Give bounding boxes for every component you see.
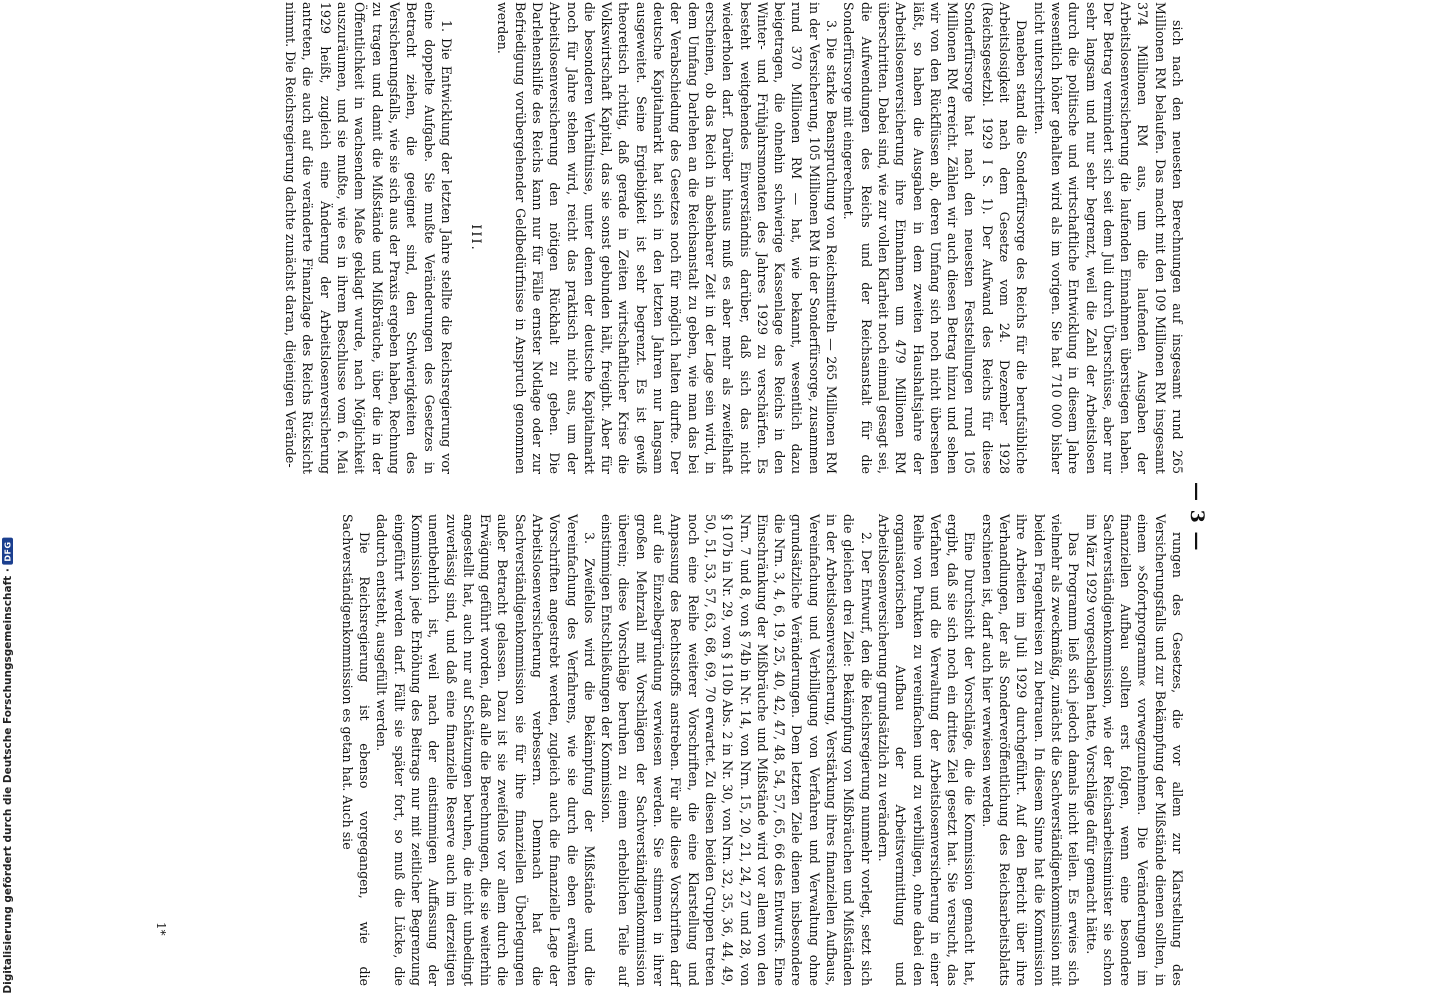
paragraph: Das Programm ließ sich jedoch damals nicht teilen. Es erwies sich vielmehr als zweckmäßig, zunächst die Sachverständigenkommission mit beiden Fragenkreisen zu betrauen. In diesem Sinne hat die Kommission ihre Arbeiten im Juli 1929 durchgeführt. Auf den Bericht über ihre Verhandlungen, der als Sonderveröffentlichung des Reichsarbeitsblatts erschienen ist, darf auch hier verwiesen werden.	[979, 514, 1082, 986]
paragraph: 2. Der Entwurf, den die Reichsregierung nunmehr vorlegt, setzt sich die gleichen drei Ziele: Bekämpfung von Mißbräuchen und Mißständen in der Arbeitslosenversicherung, Verstärkung ihres finanziellen Aufbaus, Vereinfachung und Verbilligung von Verfahren und Verwaltung ohne grundsätzliche Veränderungen. Dem letzten Ziele dienen insbesondere die Nrn. 3, 4, 6, 19, 25, 40, 42, 47, 48, 54, 57, 65, 66 des Entwurfs. Eine Einschränkung der Mißbräuche und Mißstände wird vor allem von den Nrn. 7 und 8, von § 74b in Nr. 14, von Nrn. 15, 20, 21, 24, 27 und 28, von § 107b in Nr. 29, von § 110b Abs. 2 in Nr. 30, von Nrn. 32, 35, 36, 44, 49, 50, 51, 53, 57, 63, 68, 69, 70 erwartet. Zu diesen beiden Gruppen treten noch eine Reihe weiterer Vorschriften, die eine Klarstellung und Anpassung des Rechtsstoffs anstreben. Für alle diese Vorschriften darf auf die Einzelbegründung verwiesen werden. Sie stimmen in ihrer großen Mehrzahl mit Vorschlägen der Sachverständigenkommission überein; diese Vorschläge beruhen zu einem erheblichen Teile auf einstimmigen Entschließungen der Kommission.	[599, 514, 874, 986]
paragraph: Die Reichsregierung ist ebenso vorgegangen, wie die Sachverständigenkommission es getan hat. Auch sie	[339, 514, 373, 986]
paragraph: 3. Zweifellos wird die Bekämpfung der Mißstände und die Vereinfachung des Verfahrens, wie sie durch die eben erwähnten Vorschriften angestrebt werden, zugleich auch die finanzielle Lage der Arbeitslosenversicherung verbessern. Demnach hat die Sachverständigenkommission sie für ihre finanziellen Überlegungen außer Betracht gelassen. Dazu ist sie zweifellos vor allem durch die Erwägung geführt worden, daß alle die Berechnungen, die sie weiterhin angestellt hat, auch nur auf Schätzungen beruhen, die nicht unbedingt zuverlässig sind, und daß eine finanzielle Reserve auch im derzeitigen unentbehrlich ist, weil nach der einstimmigen Auffassung der Kommission jede Erhöhung des Beitrags nur mit zeitlicher Begrenzung eingeführt werden darf. Fällt sie später fort, so muß die Lücke, die dadurch entsteht, ausgefüllt werden.	[374, 514, 597, 986]
section-heading: III.	[468, 224, 484, 252]
rotated-page	[152, 2, 1212, 992]
paragraph: sich nach den neuesten Berechnungen auf insgesamt rund 265 Millionen RM belaufen. Das macht mit den 109 Millionen RM insgesamt 374 Millionen RM aus, um die laufenden Ausgaben der Arbeitslosenversicherung die laufenden Einnahmen überstiegen haben. Der Betrag vermindert sich seit dem Juli durch Überschüsse, aber nur sehr langsam und nur sehr begrenzt, weil die Zahl der Arbeitslosen durch die politische und wirtschaftliche Entwicklung in diesem Jahre wesentlich höher gehalten wird als im vorigen. Sie hat 710 000 bisher nicht unterschritten.	[1031, 2, 1185, 474]
paragraph: 3. Die starke Beanspruchung von Reichsmitteln — 265 Millionen RM in der Versicherung, 105 Millionen RM in der Sonderfürsorge, zusammen rund 370 Millionen RM — hat, wie bekannt, wesentlich dazu beigetragen, die ohnehin schwierige Kassenlage des Reichs in den Winter- und Frühjahrsmonaten des Jahres 1929 zu verschärfen. Es besteht weitgehendes Einverständnis darüber, daß sich das nicht wiederholen darf. Darüber hinaus muß es aber mehr als zweifelhaft erscheinen, ob das Reich in absehbarer Zeit in der Lage sein wird, in dem Umfang Darlehen an die Reichsanstalt zu geben, wie man das bei der Verabschiedung des Gesetzes noch für möglich halten durfte. Der deutsche Kapitalmarkt hat sich in den letzten Jahren nur langsam ausgeweitet. Seine Ergiebigkeit ist sehr begrenzt. Es ist gewiß theoretisch richtig, daß gerade in Zeiten wirtschaftlicher Krise die Volkswirtschaft Kapital, das sie sonst gebunden hält, freigibt. Aber für die besonderen Verhältnisse, unter denen der deutsche Kapitalmarkt noch für Jahre stehen wird, reicht das praktisch nicht aus, um der Arbeitslosenversicherung den nötigen Rückhalt zu geben. Die Darlehenshilfe des Reichs kann nur für Fälle ernster Notlage oder zur Befriedigung vorübergehender Geldbedürfnisse in Anspruch genommen werden.	[495, 2, 840, 474]
paragraph: Eine Durchsicht der Vorschläge, die die Kommission gemacht hat, ergibt, daß sie sich noch ein drittes Ziel gesetzt hat. Sie versucht, das Verfahren und die Verwaltung der Arbeitslosenversicherung in einer Reihe von Punkten zu vereinfachen und zu verbilligen, ohne dabei den organisatorischen Aufbau der Arbeitsvermittlung und Arbeitslosenversicherung grundsätzlich zu verändern.	[875, 514, 978, 986]
credit-strip	[2, 538, 14, 994]
paragraph: 1. Die Entwicklung der letzten Jahre stellte die Reichsregierung vor eine doppelte Aufgabe. Sie mußte Veränderungen des Gesetzes in Betracht ziehen, die geeignet sind, den Schwierigkeiten des Versicherungsfalls, wie sie sich aus der Praxis ergeben haben, Rechnung zu tragen und damit die Mißstände und Mißbräuche, über die in der Öffentlichkeit in wachsendem Maße geklagt wurde, nach Möglichkeit auszuräumen, und sie mußte, wie es in ihrem Beschlusse vom 6. Mai 1929 heißt, zugleich eine Änderung der Arbeitslosenversicherung antreten, die auch auf die veränderte Finanzlage des Reichs Rücksicht nimmt. Die Reichsregierung dachte zunächst daran, diejenigen Verände-	[283, 2, 454, 474]
signature-mark: 1*	[154, 922, 168, 936]
digitization-credit	[0, 4, 19, 994]
credit-text: Digitalisierung gefördert durch die Deutsche Forschungsgemeinschaft ·	[2, 568, 14, 994]
dfg-logo-icon: DFG	[3, 538, 14, 564]
left-column	[282, 2, 1186, 474]
page-number: — 3 —	[1186, 482, 1208, 552]
paragraph: Daneben stand die Sonderfürsorge des Reichs für die berufsübliche Arbeitslosigkeit nach dem Gesetze vom 24. Dezember 1928 (Reichsgesetzbl. 1929 I S. 1). Der Aufwand des Reichs für diese Sonderfürsorge hat nach den neuesten Feststellungen rund 105 Millionen RM erreicht. Zählen wir auch diesen Betrag hinzu und sehen wir von den Rückflüssen ab, deren Umfang sich noch nicht übersehen läßt, so haben die Ausgaben in dem zweiten Haushaltsjahre der Arbeitslosenversicherung ihre Einnahmen um 479 Millionen RM überschritten. Dabei sind, wie zur vollen Klarheit noch einmal gesagt sei, die Aufwendungen des Reichs und der Reichsanstalt für die Sonderfürsorge mit eingerechnet.	[841, 2, 1030, 474]
paragraph: rungen des Gesetzes, die vor allem zur Klarstellung des Versicherungsfalls und zur Bekämpfung der Mißstände dienen sollten, in einem »Sofortprogramm« vorwegzunehmen. Die Veränderungen im finanziellen Aufbau sollten erst folgen, wenn eine besondere Sachverständigenkommission, wie der Reichsarbeitsminister sie schon im März 1929 vorgeschlagen hatte, Vorschläge dafür gemacht hätte.	[1083, 514, 1185, 986]
right-column	[338, 514, 1186, 986]
